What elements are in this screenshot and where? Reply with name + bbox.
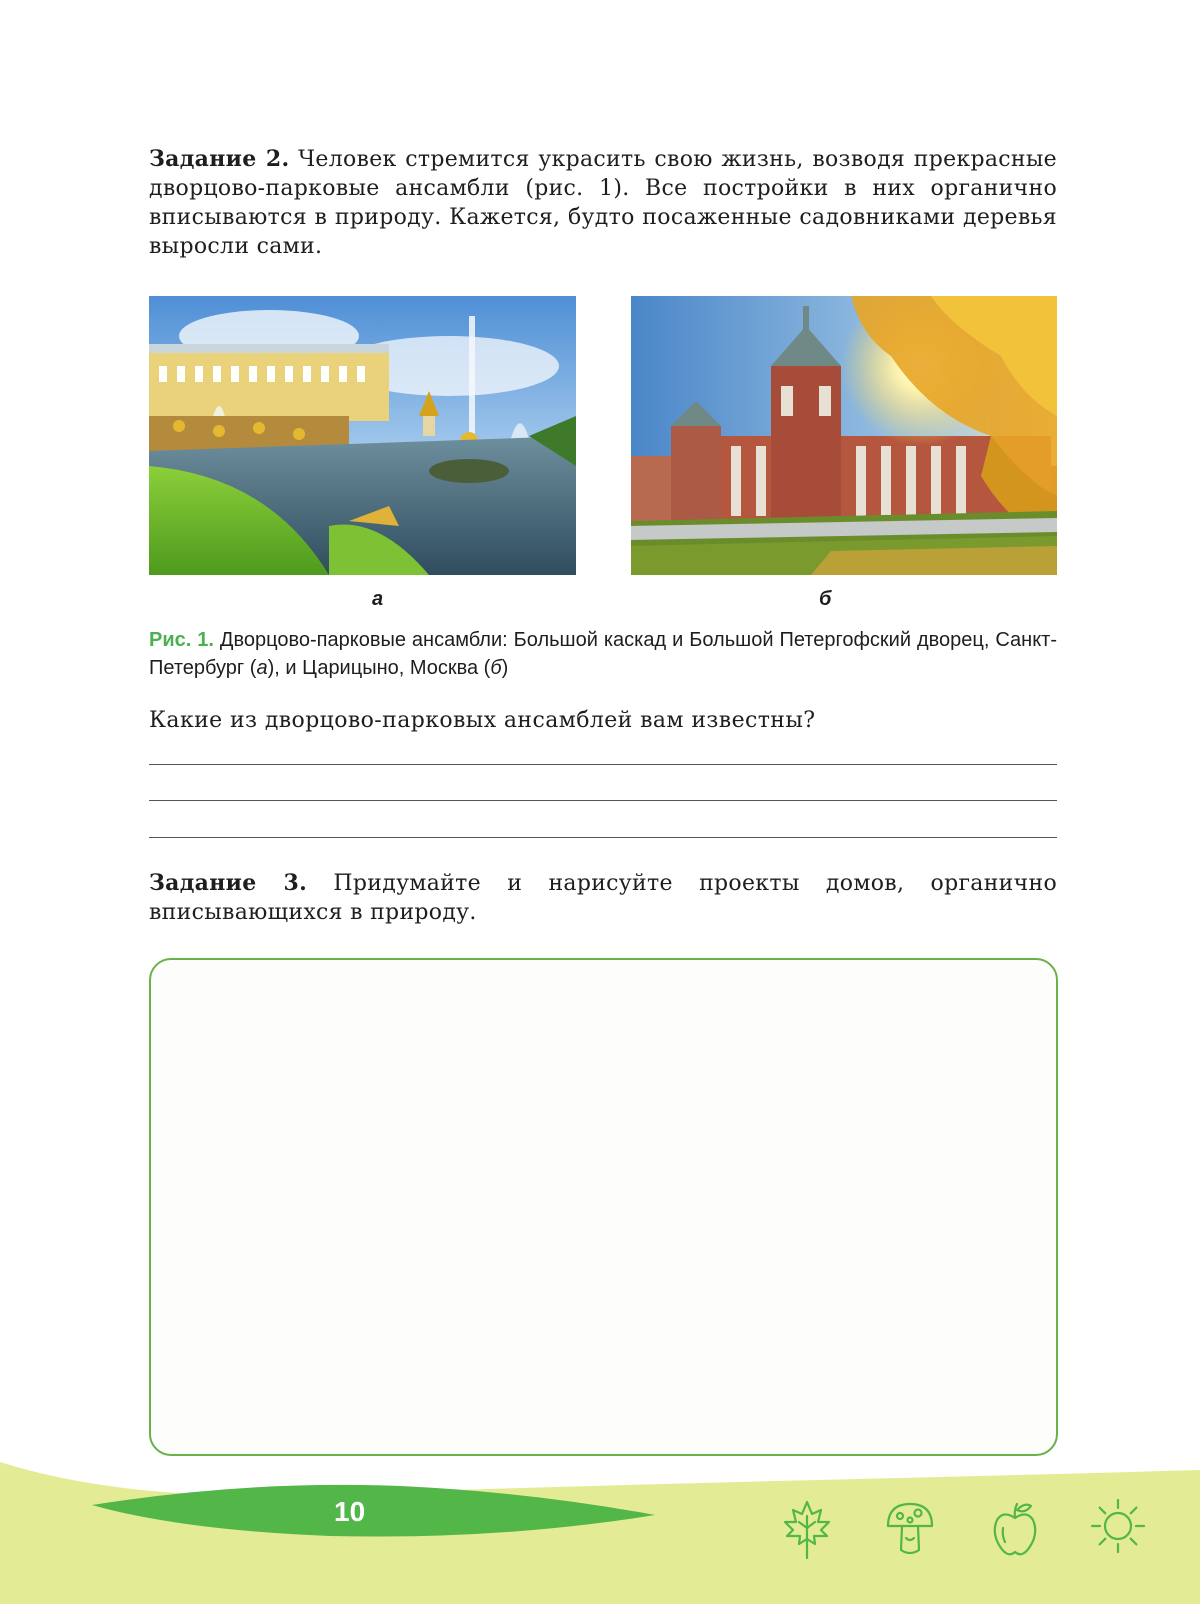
- task-2-text: Человек стремится украсить свою жизнь, возводя прекрасные дворцово-парковые ансамбли (рис. 1). Все постройки в них органично вписываются в природу. Кажется, будто посаженные садовниками деревья выросли сами.: [149, 147, 1057, 259]
- caption-text-3: ): [501, 657, 509, 679]
- photo-a-label: а: [372, 588, 384, 610]
- task-2-label: Задание 2.: [149, 146, 290, 172]
- task-3-paragraph: [149, 869, 1057, 927]
- task-3-label: Задание 3.: [149, 870, 308, 896]
- page-number: 10: [334, 1496, 366, 1527]
- caption-ref-b: б: [490, 657, 502, 679]
- caption-text-2: ), и Царицыно, Москва (: [267, 657, 491, 679]
- caption-text-1: Дворцово-парковые ансамбли: Большой каскад и Большой Петергофский дворец, Санкт-Петербург (: [149, 629, 1057, 679]
- tsaritsyno-photo: [631, 296, 1057, 575]
- maple-leaf-icon: [781, 1498, 833, 1560]
- figure-caption: [149, 626, 1057, 682]
- caption-ref-a: а: [256, 657, 268, 679]
- task-2-paragraph: [149, 145, 1057, 261]
- answer-line[interactable]: [149, 800, 1057, 801]
- photo-b-label: б: [819, 588, 832, 610]
- answer-line[interactable]: [149, 764, 1057, 765]
- apple-icon: [989, 1498, 1041, 1560]
- figure-number: Рис. 1.: [149, 629, 214, 651]
- question-text: Какие из дворцово-парковых ансамблей вам известны?: [149, 708, 816, 733]
- drawing-area[interactable]: [149, 958, 1058, 1456]
- sun-icon: [1090, 1498, 1146, 1554]
- answer-line[interactable]: [149, 837, 1057, 838]
- mushroom-icon: [884, 1498, 936, 1560]
- peterhof-photo: [149, 296, 576, 575]
- task-3-text: Придумайте и нарисуйте проекты домов, органично вписывающихся в природу.: [149, 871, 1057, 925]
